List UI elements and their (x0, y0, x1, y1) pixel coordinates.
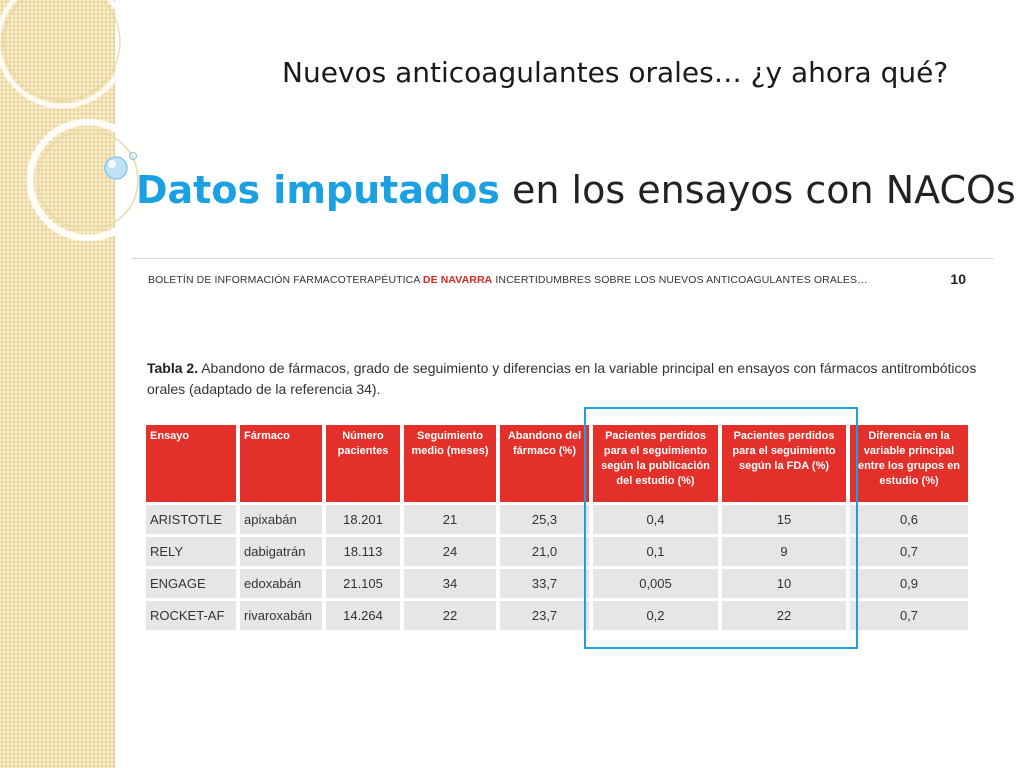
col-header: Ensayo (146, 425, 236, 502)
table-row (146, 601, 968, 630)
cell: ARISTOTLE (146, 505, 236, 534)
header-red: DE NAVARRA (422, 274, 493, 286)
divider (132, 258, 994, 259)
document-excerpt (132, 258, 994, 688)
col-header: Fármaco (240, 425, 322, 502)
cell: ROCKET-AF (146, 601, 236, 630)
cell: 0,7 (850, 601, 968, 630)
cell: 24 (404, 537, 496, 566)
cell: 25,3 (500, 505, 589, 534)
cell: 15 (722, 505, 846, 534)
col-header: Diferencia en la variable principal entre los grupos en estudio (%) (850, 425, 968, 502)
cell: 34 (404, 569, 496, 598)
headline-accent: Datos imputados (136, 168, 500, 212)
col-header: Número pacientes (326, 425, 400, 502)
table-header-row (146, 425, 968, 502)
cell: 10 (722, 569, 846, 598)
cell: 9 (722, 537, 846, 566)
cell: rivaroxabán (240, 601, 322, 630)
col-header: Pacientes perdidos para el seguimiento según la publicación del estudio (%) (593, 425, 718, 502)
cell: 21.105 (326, 569, 400, 598)
cell: 0,6 (850, 505, 968, 534)
cell: 0,1 (593, 537, 718, 566)
cell: 18.201 (326, 505, 400, 534)
table-caption (147, 358, 977, 400)
data-table (142, 422, 972, 633)
table-row (146, 569, 968, 598)
cell: dabigatrán (240, 537, 322, 566)
headline-rest: en los ensayos con NACOs (499, 168, 1016, 212)
cell: 0,005 (593, 569, 718, 598)
bulletin-header (148, 274, 868, 286)
cell: 0,2 (593, 601, 718, 630)
cell: 0,4 (593, 505, 718, 534)
cell: RELY (146, 537, 236, 566)
cell: 33,7 (500, 569, 589, 598)
col-header: Abandono del fármaco (%) (500, 425, 589, 502)
cell: 22 (404, 601, 496, 630)
page-number: 10 (950, 271, 966, 287)
cell: 18.113 (326, 537, 400, 566)
cell: 14.264 (326, 601, 400, 630)
cell: 21 (404, 505, 496, 534)
caption-text: Abandono de fármacos, grado de seguimiento y diferencias en la variable principal en ensayos con fármacos antitrombóticos orales (adaptado de la referencia 34). (147, 360, 977, 397)
col-header: Seguimiento medio (meses) (404, 425, 496, 502)
table-row (146, 537, 968, 566)
caption-label: Tabla 2. (147, 360, 199, 376)
cell: edoxabán (240, 569, 322, 598)
cell: ENGAGE (146, 569, 236, 598)
cell: 23,7 (500, 601, 589, 630)
col-header: Pacientes perdidos para el seguimiento según la FDA (%) (722, 425, 846, 502)
cell: 0,9 (850, 569, 968, 598)
slide-title: Nuevos anticoagulantes orales… ¿y ahora qué? (282, 56, 949, 89)
cell: 22 (722, 601, 846, 630)
cell: apixabán (240, 505, 322, 534)
cell: 0,7 (850, 537, 968, 566)
header-prefix: BOLETÍN DE INFORMACIÓN FARMACOTERAPÉUTICA (148, 274, 423, 286)
header-suffix: INCERTIDUMBRES SOBRE LOS NUEVOS ANTICOAGULANTES ORALES… (492, 274, 868, 286)
slide-headline (136, 168, 1016, 212)
table-row (146, 505, 968, 534)
decorative-rings (0, 0, 170, 260)
cell: 21,0 (500, 537, 589, 566)
